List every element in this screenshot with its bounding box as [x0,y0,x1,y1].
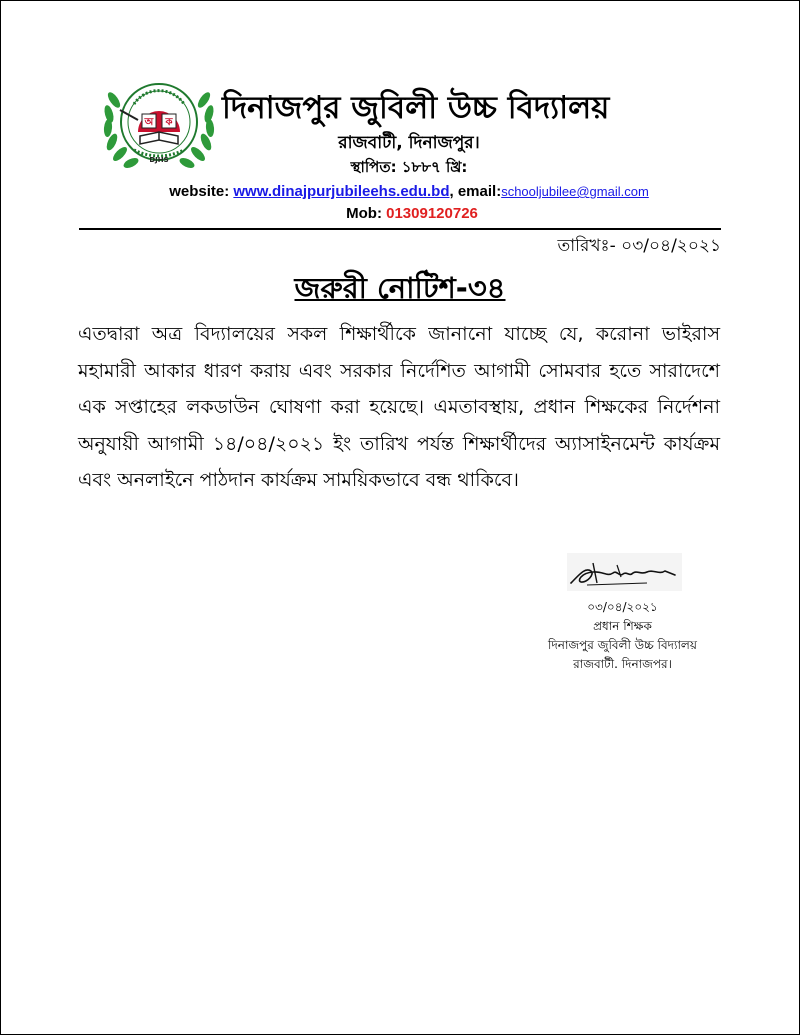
mobile-number: 01309120726 [386,205,478,222]
website-label: website: [169,183,234,200]
school-address: রাজবাটী, দিনাজপুর। [338,133,480,153]
signature-date: ০৩/০৪/২০২১ [587,600,658,614]
school-name: দিনাজপুর জুবিলী উচ্চ বিদ্যালয় [222,90,610,126]
headmaster-signature [567,553,682,591]
website-link[interactable]: www.dinajpurjubileehs.edu.bd [233,183,450,200]
notice-title-text: জরুরী নোটিশ-৩৪ [294,271,506,305]
header-divider [79,228,721,230]
email-label: , email: [449,183,502,200]
mobile-label: Mob: [346,205,387,222]
notice-title [0,266,800,315]
signature-school: দিনাজপুর জুবিলী উচ্চ বিদ্যালয় [548,638,697,652]
signature-designation: প্রধান শিক্ষক [593,619,652,633]
logo-letter-a: অ [144,117,154,128]
notice-body: এতদ্বারা অত্র বিদ্যালয়ের সকল শিক্ষার্থীকে জানানো যাচ্ছে যে, করোনা ভাইরাস মহামারী আকার ধারণ করায় এবং সরকার নির্দেশিত আগামী সোমবার হতে সারাদেশে এক সপ্তাহের লকডাউন ঘোষণা করা হয়েছে। এমতাবস্থায়, প্রধান শিক্ষকের নির্দেশনা অনুযায়ী আগামী ১৪/০৪/২০২১ ইং তারিখ পর্যন্ত শিক্ষার্থীদের অ্যাসাইনমেন্ট কার্যক্রম এবং অনলাইনে পাঠদান কার্যক্রম সাময়িকভাবে বন্ধ থাকিবে। [78,323,720,491]
contact-line [0,183,800,200]
logo-initials: DJHS [149,156,169,164]
email-link[interactable]: schooljubilee@gmail.com [501,184,649,199]
established-year: স্থাপিত: ১৮৮৭ খ্রি: [350,158,468,176]
signature-block [500,598,745,674]
logo-letter-k: ক [165,117,173,128]
mobile-line [0,205,800,222]
signature-address: রাজবাটী. দিনাজপর। [573,657,672,671]
notice-date: তারিখঃ- ০৩/০৪/২০২১ [557,236,721,256]
